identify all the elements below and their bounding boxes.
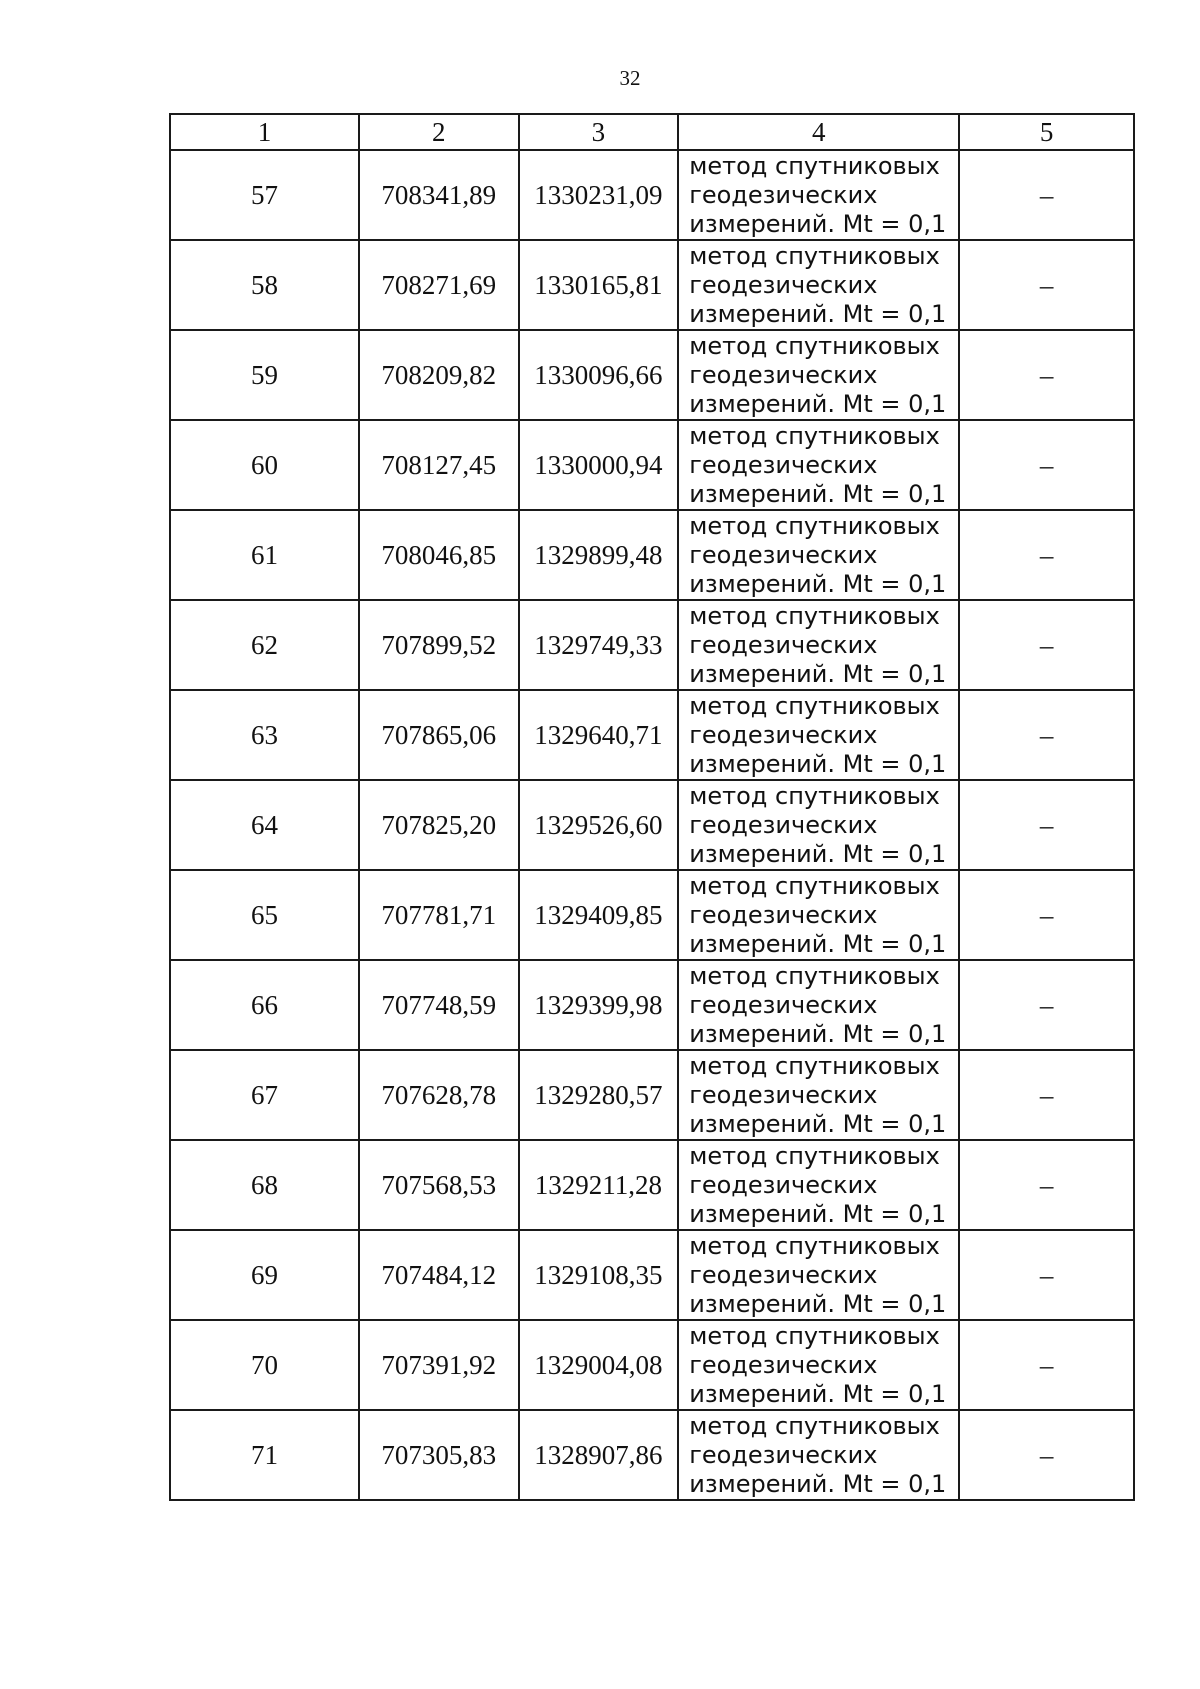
- method-line: геодезических: [689, 990, 878, 1019]
- method-line: измерений. Mt = 0,1: [689, 389, 947, 418]
- method-line: геодезических: [689, 720, 878, 749]
- note-cell: –: [959, 510, 1134, 600]
- method-line: метод спутниковых: [689, 961, 940, 990]
- method-line: измерений. Mt = 0,1: [689, 1469, 947, 1498]
- y-coordinate-cell: 1329640,71: [519, 690, 679, 780]
- method-cell: [678, 870, 959, 960]
- x-coordinate-cell: 707748,59: [359, 960, 519, 1050]
- x-coordinate-cell: 707825,20: [359, 780, 519, 870]
- x-coordinate-cell: 708271,69: [359, 240, 519, 330]
- x-coordinate-cell: 707628,78: [359, 1050, 519, 1140]
- method-line: измерений. Mt = 0,1: [689, 209, 947, 238]
- method-line: геодезических: [689, 1350, 878, 1379]
- table-row: [170, 960, 1134, 1050]
- point-number-cell: 67: [170, 1050, 359, 1140]
- method-line: измерений. Mt = 0,1: [689, 1289, 947, 1318]
- method-line: метод спутниковых: [689, 511, 940, 540]
- method-cell: [678, 1140, 959, 1230]
- y-coordinate-cell: 1329108,35: [519, 1230, 679, 1320]
- method-line: метод спутниковых: [689, 331, 940, 360]
- table-row: [170, 1230, 1134, 1320]
- y-coordinate-cell: 1330231,09: [519, 150, 679, 240]
- y-coordinate-cell: 1329899,48: [519, 510, 679, 600]
- table-header: [170, 114, 1134, 150]
- note-cell: –: [959, 1230, 1134, 1320]
- table-row: [170, 150, 1134, 240]
- point-number-cell: 64: [170, 780, 359, 870]
- y-coordinate-cell: 1329280,57: [519, 1050, 679, 1140]
- point-number-cell: 69: [170, 1230, 359, 1320]
- y-coordinate-cell: 1329004,08: [519, 1320, 679, 1410]
- method-cell: [678, 240, 959, 330]
- method-line: измерений. Mt = 0,1: [689, 569, 947, 598]
- method-cell: [678, 960, 959, 1050]
- y-coordinate-cell: 1329211,28: [519, 1140, 679, 1230]
- method-cell: [678, 690, 959, 780]
- header-col-3: 3: [519, 114, 679, 150]
- method-line: метод спутниковых: [689, 601, 940, 630]
- x-coordinate-cell: 707484,12: [359, 1230, 519, 1320]
- method-line: метод спутниковых: [689, 151, 940, 180]
- method-cell: [678, 1320, 959, 1410]
- method-line: геодезических: [689, 540, 878, 569]
- method-line: геодезических: [689, 1440, 878, 1469]
- method-line: метод спутниковых: [689, 1411, 940, 1440]
- header-row: [170, 114, 1134, 150]
- method-line: измерений. Mt = 0,1: [689, 839, 947, 868]
- method-line: геодезических: [689, 1260, 878, 1289]
- method-line: измерений. Mt = 0,1: [689, 929, 947, 958]
- table-row: [170, 420, 1134, 510]
- method-cell: [678, 150, 959, 240]
- note-cell: –: [959, 330, 1134, 420]
- method-line: геодезических: [689, 810, 878, 839]
- note-cell: –: [959, 420, 1134, 510]
- point-number-cell: 66: [170, 960, 359, 1050]
- x-coordinate-cell: 708341,89: [359, 150, 519, 240]
- method-line: геодезических: [689, 180, 878, 209]
- y-coordinate-cell: 1329409,85: [519, 870, 679, 960]
- table-row: [170, 510, 1134, 600]
- method-cell: [678, 1410, 959, 1500]
- coordinates-table: [169, 113, 1135, 1501]
- point-number-cell: 57: [170, 150, 359, 240]
- note-cell: –: [959, 780, 1134, 870]
- note-cell: –: [959, 1320, 1134, 1410]
- y-coordinate-cell: 1329526,60: [519, 780, 679, 870]
- point-number-cell: 60: [170, 420, 359, 510]
- method-line: метод спутниковых: [689, 781, 940, 810]
- table-row: [170, 240, 1134, 330]
- method-cell: [678, 330, 959, 420]
- method-line: измерений. Mt = 0,1: [689, 1109, 947, 1138]
- x-coordinate-cell: 708046,85: [359, 510, 519, 600]
- point-number-cell: 59: [170, 330, 359, 420]
- y-coordinate-cell: 1330096,66: [519, 330, 679, 420]
- method-line: измерений. Mt = 0,1: [689, 749, 947, 778]
- x-coordinate-cell: 707781,71: [359, 870, 519, 960]
- x-coordinate-cell: 707865,06: [359, 690, 519, 780]
- header-col-2: 2: [359, 114, 519, 150]
- method-line: геодезических: [689, 900, 878, 929]
- x-coordinate-cell: 708209,82: [359, 330, 519, 420]
- method-cell: [678, 510, 959, 600]
- table-row: [170, 330, 1134, 420]
- method-line: метод спутниковых: [689, 1141, 940, 1170]
- method-line: измерений. Mt = 0,1: [689, 1019, 947, 1048]
- method-line: метод спутниковых: [689, 1321, 940, 1350]
- note-cell: –: [959, 1050, 1134, 1140]
- table-row: [170, 1050, 1134, 1140]
- method-line: измерений. Mt = 0,1: [689, 659, 947, 688]
- method-line: геодезических: [689, 630, 878, 659]
- table-body: [170, 150, 1134, 1500]
- method-cell: [678, 780, 959, 870]
- note-cell: –: [959, 600, 1134, 690]
- x-coordinate-cell: 707568,53: [359, 1140, 519, 1230]
- table-row: [170, 600, 1134, 690]
- y-coordinate-cell: 1328907,86: [519, 1410, 679, 1500]
- table-row: [170, 1140, 1134, 1230]
- method-line: геодезических: [689, 360, 878, 389]
- table-row: [170, 870, 1134, 960]
- x-coordinate-cell: 708127,45: [359, 420, 519, 510]
- point-number-cell: 62: [170, 600, 359, 690]
- table-row: [170, 690, 1134, 780]
- method-cell: [678, 1050, 959, 1140]
- method-line: измерений. Mt = 0,1: [689, 1379, 947, 1408]
- point-number-cell: 65: [170, 870, 359, 960]
- note-cell: –: [959, 960, 1134, 1050]
- point-number-cell: 61: [170, 510, 359, 600]
- table-row: [170, 1410, 1134, 1500]
- method-line: метод спутниковых: [689, 241, 940, 270]
- x-coordinate-cell: 707391,92: [359, 1320, 519, 1410]
- point-number-cell: 63: [170, 690, 359, 780]
- header-col-1: 1: [170, 114, 359, 150]
- page-number: 32: [619, 66, 641, 90]
- y-coordinate-cell: 1330000,94: [519, 420, 679, 510]
- method-line: геодезических: [689, 1080, 878, 1109]
- note-cell: –: [959, 240, 1134, 330]
- method-cell: [678, 420, 959, 510]
- point-number-cell: 70: [170, 1320, 359, 1410]
- note-cell: –: [959, 870, 1134, 960]
- table-row: [170, 780, 1134, 870]
- method-line: измерений. Mt = 0,1: [689, 299, 947, 328]
- point-number-cell: 58: [170, 240, 359, 330]
- note-cell: –: [959, 1410, 1134, 1500]
- x-coordinate-cell: 707899,52: [359, 600, 519, 690]
- y-coordinate-cell: 1329749,33: [519, 600, 679, 690]
- note-cell: –: [959, 150, 1134, 240]
- method-line: метод спутниковых: [689, 1231, 940, 1260]
- method-line: геодезических: [689, 270, 878, 299]
- header-col-4: 4: [678, 114, 959, 150]
- note-cell: –: [959, 1140, 1134, 1230]
- method-cell: [678, 1230, 959, 1320]
- method-line: геодезических: [689, 1170, 878, 1199]
- method-line: метод спутниковых: [689, 421, 940, 450]
- x-coordinate-cell: 707305,83: [359, 1410, 519, 1500]
- method-line: метод спутниковых: [689, 871, 940, 900]
- method-line: метод спутниковых: [689, 1051, 940, 1080]
- method-line: метод спутниковых: [689, 691, 940, 720]
- method-line: геодезических: [689, 450, 878, 479]
- method-cell: [678, 600, 959, 690]
- y-coordinate-cell: 1329399,98: [519, 960, 679, 1050]
- point-number-cell: 68: [170, 1140, 359, 1230]
- method-line: измерений. Mt = 0,1: [689, 1199, 947, 1228]
- note-cell: –: [959, 690, 1134, 780]
- y-coordinate-cell: 1330165,81: [519, 240, 679, 330]
- point-number-cell: 71: [170, 1410, 359, 1500]
- table-row: [170, 1320, 1134, 1410]
- method-line: измерений. Mt = 0,1: [689, 479, 947, 508]
- header-col-5: 5: [959, 114, 1134, 150]
